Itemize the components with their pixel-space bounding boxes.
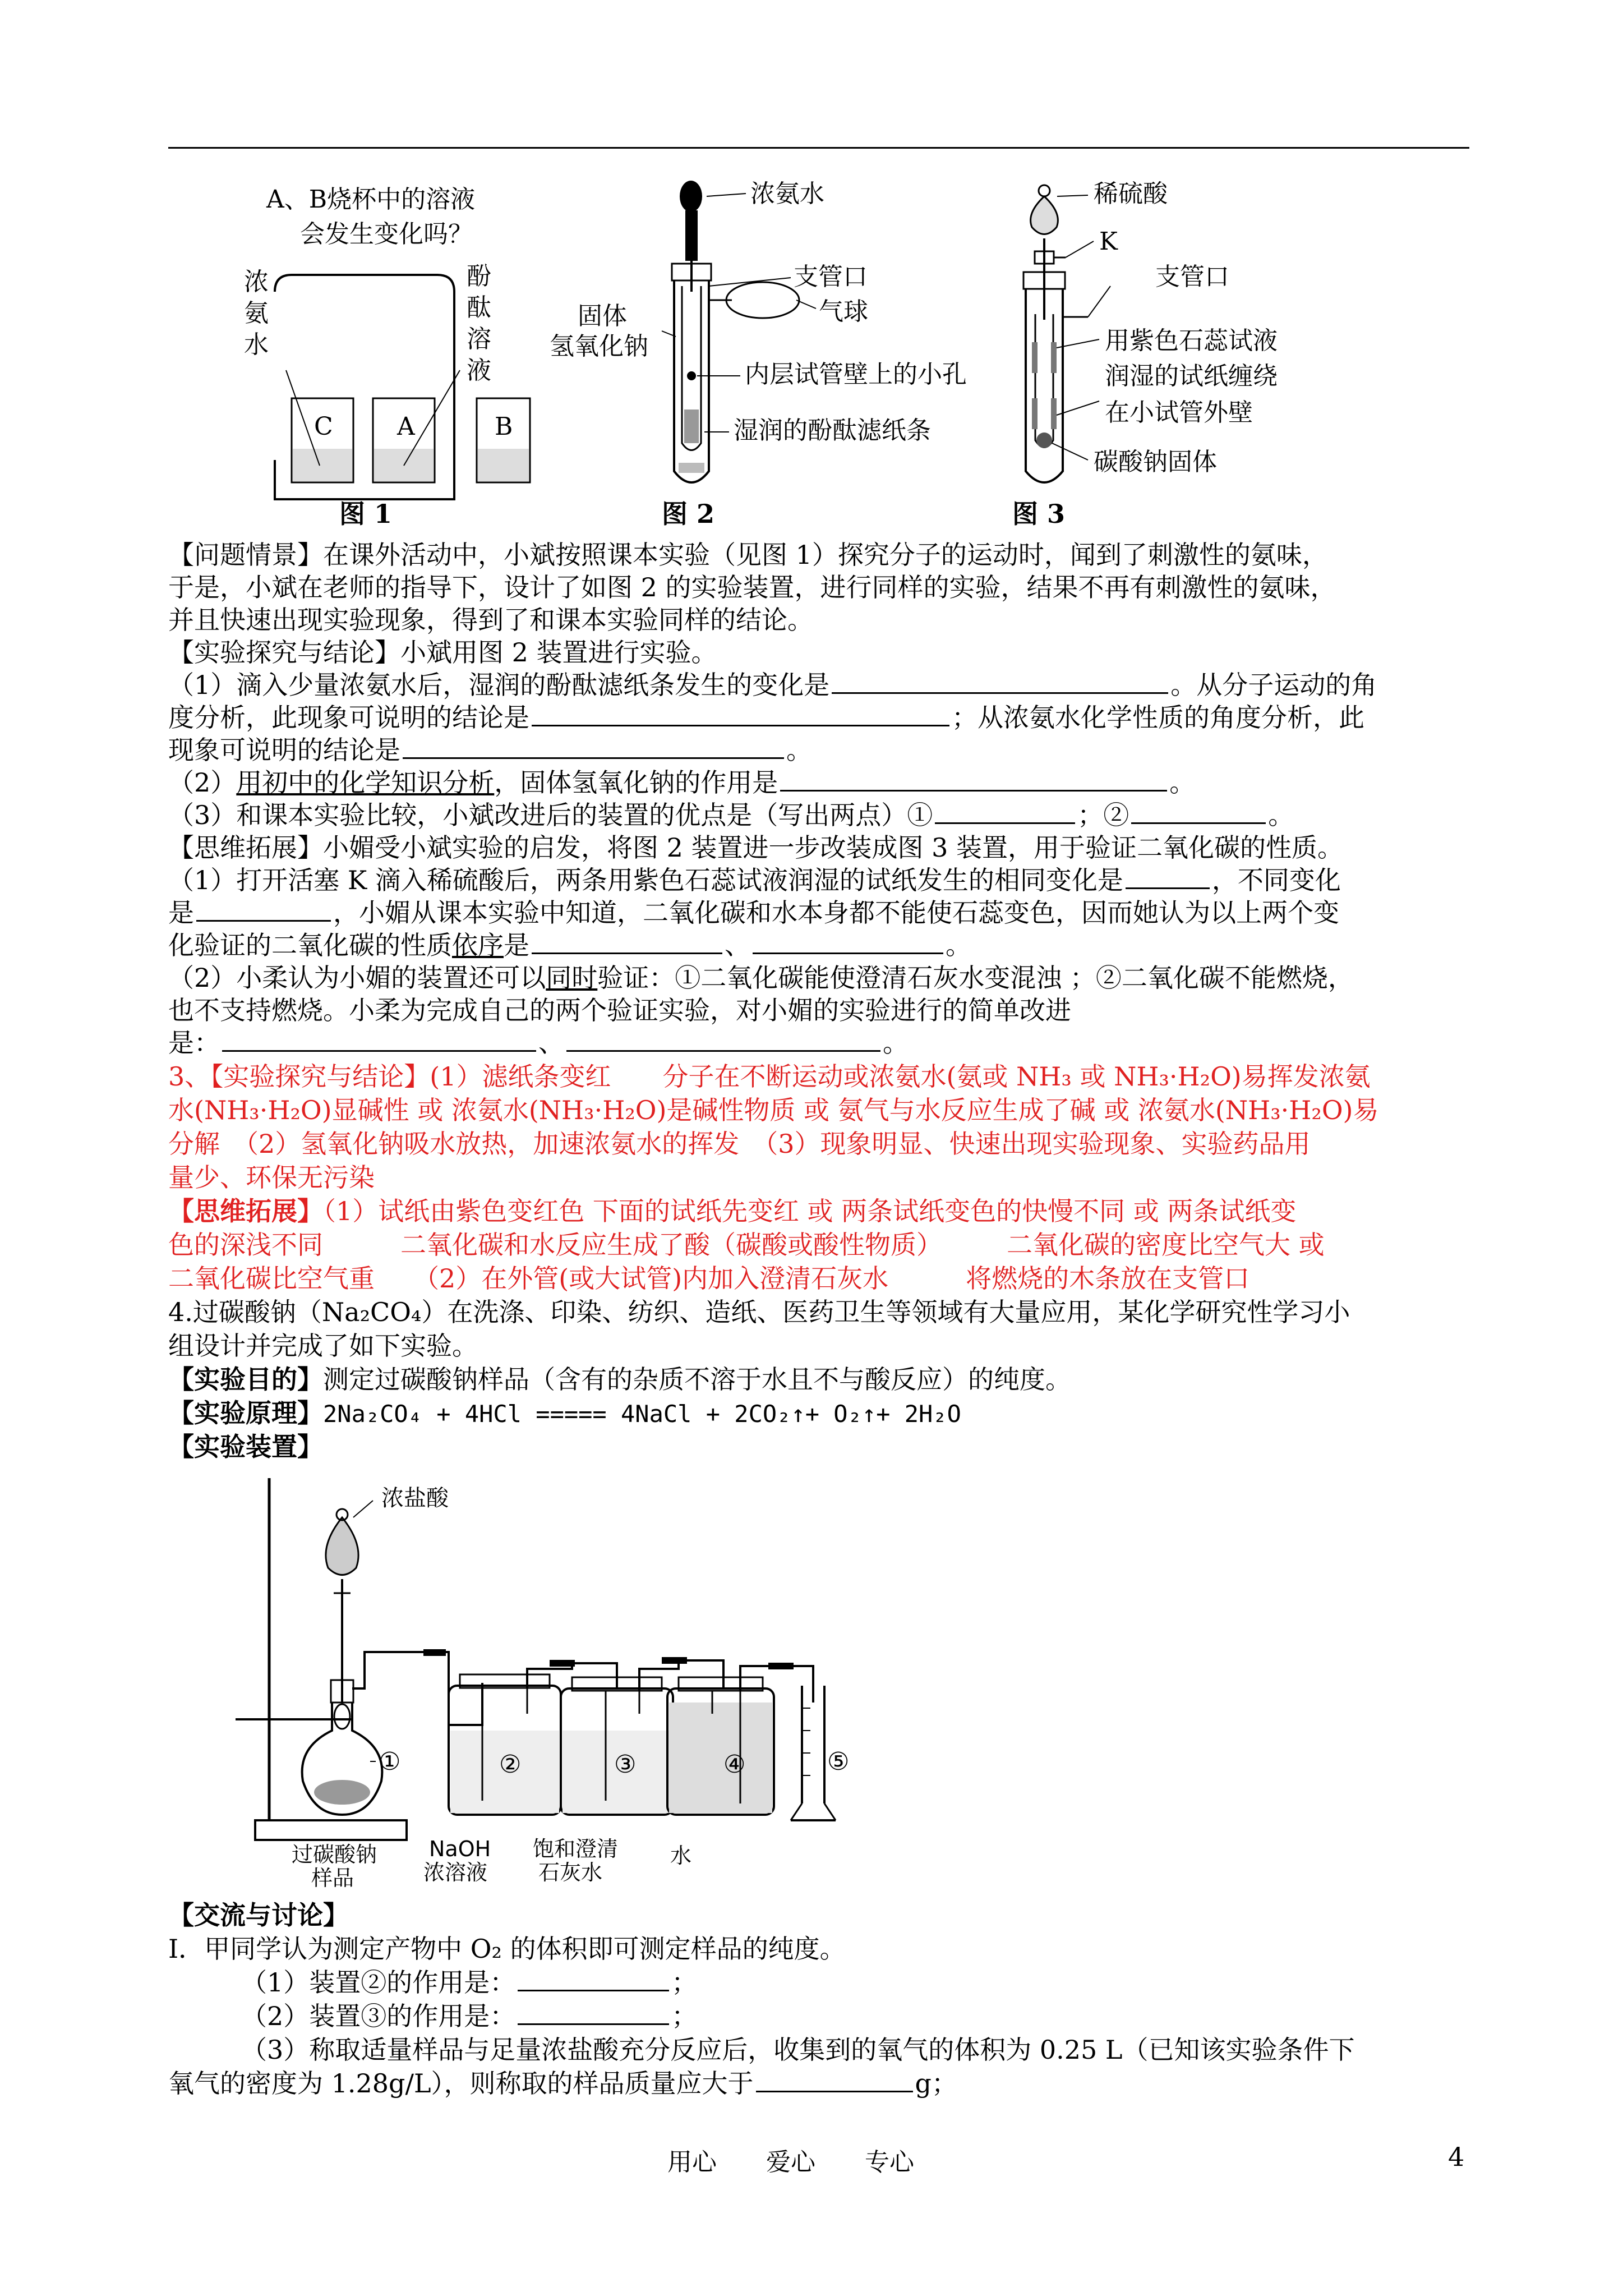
app-number-3: ③ xyxy=(614,1750,637,1779)
answer-think-rest: （1）试纸由紫色变红色 下面的试纸先变红 或 两条试纸变色的快慢不同 或 两条试纸变 xyxy=(323,1196,1297,1226)
t1-text-d: ，小媚从课本实验中知道，二氧化碳和水本身都不能使石蕊变色，因而她认为以上两个变 xyxy=(333,898,1339,928)
app-sample-1: 过碳酸钠 xyxy=(292,1842,377,1867)
t2-answer-blank-1[interactable] xyxy=(222,1028,536,1052)
q1-answer-blank-1[interactable] xyxy=(832,670,1168,694)
think-title: 【思维拓展】小媚受小斌实验的启发，将图 2 装置进一步改装成图 3 装置，用于验证二氧化碳的性质。 xyxy=(168,832,1344,863)
fig2-caption: 图 2 xyxy=(662,499,715,529)
t2-answer-blank-2[interactable] xyxy=(566,1028,880,1052)
q1-text-d: ；从浓氨水化学性质的角度分析，此 xyxy=(952,702,1364,733)
q4-d5-end: g； xyxy=(915,2068,957,2099)
apparatus-drawing xyxy=(236,1467,909,1888)
q4-purpose-text: 测定过碳酸钠样品（含有的杂质不溶于水且不与酸反应）的纯度。 xyxy=(323,1364,1071,1395)
q4-d5-text: 氧气的密度为 1.28g/L），则称取的样品质量应大于 xyxy=(168,2068,754,2099)
fig3-acid-label: 稀硫酸 xyxy=(1094,180,1168,208)
q4-d2-blank[interactable] xyxy=(518,1967,669,1991)
q4-purpose-title: 【实验目的】 xyxy=(168,1364,323,1395)
explore-title: 【实验探究与结论】小斌用图 2 装置进行实验。 xyxy=(168,637,717,668)
q1-line-3 xyxy=(168,734,1469,766)
t2-text-b: 验证：①二氧化碳能使澄清石灰水变混浊 ；②二氧化碳不能燃烧， xyxy=(597,963,1354,993)
q2-answer-blank[interactable] xyxy=(780,767,1167,792)
q1-text-b: 。从分子运动的角 xyxy=(1170,670,1377,700)
t2-line-2: 也不支持燃烧。小柔为完成自己的两个验证实验，对小媚的实验进行的简单改进 xyxy=(168,995,1071,1025)
t1-answer-blank-1[interactable] xyxy=(1126,865,1210,889)
app-number-1: ① xyxy=(379,1747,401,1776)
q2-underlined: 用初中的化学知识分析 xyxy=(236,767,495,798)
t1-text-f: 是 xyxy=(504,930,529,960)
t1-underlined: 依序 xyxy=(452,930,504,960)
answer-line-1: 3、【实验探究与结论】(1）滤纸条变红 分子在不断运动或浓氨水(氨或 NH₃ 或 NH₃·H₂O)易挥发浓氨 xyxy=(168,1061,1371,1092)
q2-text-b: ，固体氢氧化钠的作用是 xyxy=(494,767,778,798)
app-water: 水 xyxy=(670,1843,692,1868)
q1-text-a: （1）滴入少量浓氨水后，湿润的酚酞滤纸条发生的变化是 xyxy=(168,670,830,700)
q4-d3-text: （2）装置③的作用是： xyxy=(241,2001,516,2031)
answer-line-5 xyxy=(168,1195,1469,1227)
page-number: 4 xyxy=(1448,2142,1465,2172)
t1-answer-blank-4[interactable] xyxy=(753,930,943,954)
figure-1 xyxy=(236,185,550,522)
fig3-litmus-3: 在小试管外壁 xyxy=(1105,398,1253,427)
figure-3 xyxy=(1004,180,1352,494)
fig2-paper-label: 湿润的酚酞滤纸条 xyxy=(734,416,931,445)
q4-d1: Ⅰ．甲同学认为测定产物中 O₂ 的体积即可测定样品的纯度。 xyxy=(168,1934,846,1964)
scene-line-1: 【问题情景】在课外活动中，小斌按照课本实验（见图 1）探究分子的运动时，闻到了刺激性的氨味， xyxy=(168,540,1328,570)
fig1-question-line2: 会发生变化吗？ xyxy=(300,220,473,249)
app-number-4: ④ xyxy=(723,1750,746,1779)
t2-underlined: 同时 xyxy=(546,963,598,993)
fig1-ammonia-label: 浓氨水 xyxy=(244,268,269,359)
q4-d5 xyxy=(168,2067,1469,2100)
fig3-solid-label: 碳酸钠固体 xyxy=(1094,448,1217,476)
q3-answer-blank-2[interactable] xyxy=(1131,800,1266,824)
t1-line-3 xyxy=(168,929,1469,961)
q4-d2-end: ； xyxy=(671,1967,698,1998)
figure-2 xyxy=(538,180,1032,494)
fig3-caption: 图 3 xyxy=(1012,499,1066,529)
scene-line-3: 并且快速出现实验现象，得到了和课本实验同样的结论。 xyxy=(168,605,813,635)
answer-line-7: 二氧化碳比空气重 （2）在外管(或大试管)内加入澄清石灰水 将燃烧的木条放在支管口 xyxy=(168,1263,1250,1294)
app-lime-1: 饱和澄清 xyxy=(533,1837,619,1861)
q2-text-a: （2） xyxy=(168,767,237,798)
fig1-caption: 图 1 xyxy=(339,499,393,529)
q3-text-b: ；② xyxy=(1077,800,1129,830)
fig2-solid-label-1: 固体 xyxy=(578,302,627,330)
answer-line-2: 水(NH₃·H₂O)显碱性 或 浓氨水(NH₃·H₂O)是碱性物质 或 氨气与水反应生成了碱 或 浓氨水(NH₃·H₂O)易 xyxy=(168,1095,1379,1125)
q4-principle xyxy=(168,1397,1469,1430)
q4-d2-text: （1）装置②的作用是： xyxy=(241,1967,516,1998)
t2-text-f: 。 xyxy=(883,1028,909,1058)
fig2-side-port: 支管口 xyxy=(794,263,868,291)
fig2-solid-label-2: 氢氧化钠 xyxy=(550,332,648,361)
q1-text-c: 度分析，此现象可说明的结论是 xyxy=(168,702,529,733)
fig1-phenol-label: 酚酞溶液 xyxy=(467,262,491,385)
t1-text-h: 。 xyxy=(946,930,971,960)
t1-text-c: 是 xyxy=(168,898,194,928)
t1-answer-blank-2[interactable] xyxy=(196,898,331,922)
app-number-2: ② xyxy=(499,1750,522,1779)
answer-think-title: 【思维拓展】 xyxy=(168,1196,323,1226)
fig2-ammonia-label: 浓氨水 xyxy=(750,180,824,208)
q1-answer-blank-2[interactable] xyxy=(532,702,949,726)
answer-line-4: 量少、环保无污染 xyxy=(168,1162,375,1193)
fig1-question-line1: A、B烧杯中的溶液 xyxy=(266,185,476,214)
footer-motto: 用心 爱心 专心 xyxy=(667,2148,914,2177)
fig3-side-port: 支管口 xyxy=(1155,263,1229,291)
fig3-litmus-1: 用紫色石蕊试液 xyxy=(1105,326,1278,355)
app-sample-2: 样品 xyxy=(311,1866,354,1890)
app-acid-label: 浓盐酸 xyxy=(381,1485,449,1511)
t2-line-1 xyxy=(168,961,1469,994)
q2-text-c: 。 xyxy=(1169,767,1196,798)
fig3-litmus-2: 润湿的试纸缠绕 xyxy=(1105,362,1278,390)
q4-device-title: 【实验装置】 xyxy=(168,1432,323,1462)
t1-answer-blank-3[interactable] xyxy=(532,930,722,954)
fig3-valve-label: K xyxy=(1099,227,1118,256)
q4-discuss-title: 【交流与讨论】 xyxy=(168,1900,349,1930)
t1-line-2 xyxy=(168,896,1469,929)
fig1-beaker-c: C xyxy=(314,412,333,441)
q4-principle-title: 【实验原理】 xyxy=(168,1398,323,1428)
q4-d3 xyxy=(168,2000,1542,2032)
t1-text-g: 、 xyxy=(725,930,750,960)
app-lime-2: 石灰水 xyxy=(538,1860,603,1885)
q4-intro-1: 4.过碳酸钠（Na₂CO₄）在洗涤、印染、纺织、造纸、医药卫生等领域有大量应用，某化学研究性学习小 xyxy=(168,1297,1350,1327)
q1-line-2 xyxy=(168,701,1469,734)
q3-line xyxy=(168,799,1469,831)
q1-text-e: 现象可说明的结论是 xyxy=(168,735,400,765)
apparatus-figure xyxy=(236,1467,909,1888)
fig2-balloon-label: 气球 xyxy=(819,297,868,326)
t1-text-e: 化验证的二氧化碳的性质 xyxy=(168,930,452,960)
q4-d4: （3）称取适量样品与足量浓盐酸充分反应后，收集到的氧气的体积为 0.25 L（已知该实验条件下 xyxy=(241,2035,1355,2065)
t2-line-3 xyxy=(168,1027,1469,1059)
q1-text-f: 。 xyxy=(786,735,812,765)
q4-d5-blank[interactable] xyxy=(756,2068,913,2092)
q4-d2 xyxy=(168,1966,1542,1999)
app-naoh-1: NaOH xyxy=(429,1837,491,1861)
fig1-beaker-b: B xyxy=(495,412,513,441)
fig1-beaker-a: A xyxy=(397,412,415,441)
q4-intro-2: 组设计并完成了如下实验。 xyxy=(168,1331,478,1361)
app-number-5: ⑤ xyxy=(827,1747,850,1776)
q1-answer-blank-3[interactable] xyxy=(403,735,784,759)
t2-text-d: 是： xyxy=(168,1028,220,1058)
answer-line-6: 色的深浅不同 二氧化碳和水反应生成了酸（碳酸或酸性物质） 二氧化碳的密度比空气大 或 xyxy=(168,1230,1325,1260)
scene-line-2: 于是，小斌在老师的指导下，设计了如图 2 的实验装置，进行同样的实验，结果不再有刺激性的氨味， xyxy=(168,572,1336,602)
fig2-hole-label: 内层试管壁上的小孔 xyxy=(745,360,967,389)
t2-text-a: （2）小柔认为小媚的装置还可以 xyxy=(168,963,546,993)
t1-text-a: （1）打开活塞 K 滴入稀硫酸后，两条用紫色石蕊试液润湿的试纸发生的相同变化是 xyxy=(168,865,1123,895)
q3-text-a: （3）和课本实验比较，小斌改进后的装置的优点是（写出两点）① xyxy=(168,800,933,830)
q3-text-c: 。 xyxy=(1268,800,1294,830)
t2-text-e: 、 xyxy=(538,1028,564,1058)
q4-d3-end: ； xyxy=(671,2001,698,2031)
q1-line-1 xyxy=(168,669,1469,701)
q4-purpose xyxy=(168,1363,1469,1396)
q4-d3-blank[interactable] xyxy=(518,2001,669,2025)
app-naoh-2: 浓溶液 xyxy=(423,1860,488,1885)
answer-line-3: 分解 （2）氢氧化钠吸水放热，加速浓氨水的挥发 （3）现象明显、快速出现实验现象、实验药品用 xyxy=(168,1129,1311,1159)
q3-answer-blank-1[interactable] xyxy=(935,800,1075,824)
q2-line xyxy=(168,766,1469,799)
t1-text-b: ，不同变化 xyxy=(1211,865,1341,895)
q4-principle-equation: 2Na₂CO₄ + 4HCl ===== 4NaCl + 2CO₂↑+ O₂↑+ 2H₂O xyxy=(323,1400,961,1428)
header-rule xyxy=(168,147,1469,149)
t1-line-1 xyxy=(168,864,1469,896)
